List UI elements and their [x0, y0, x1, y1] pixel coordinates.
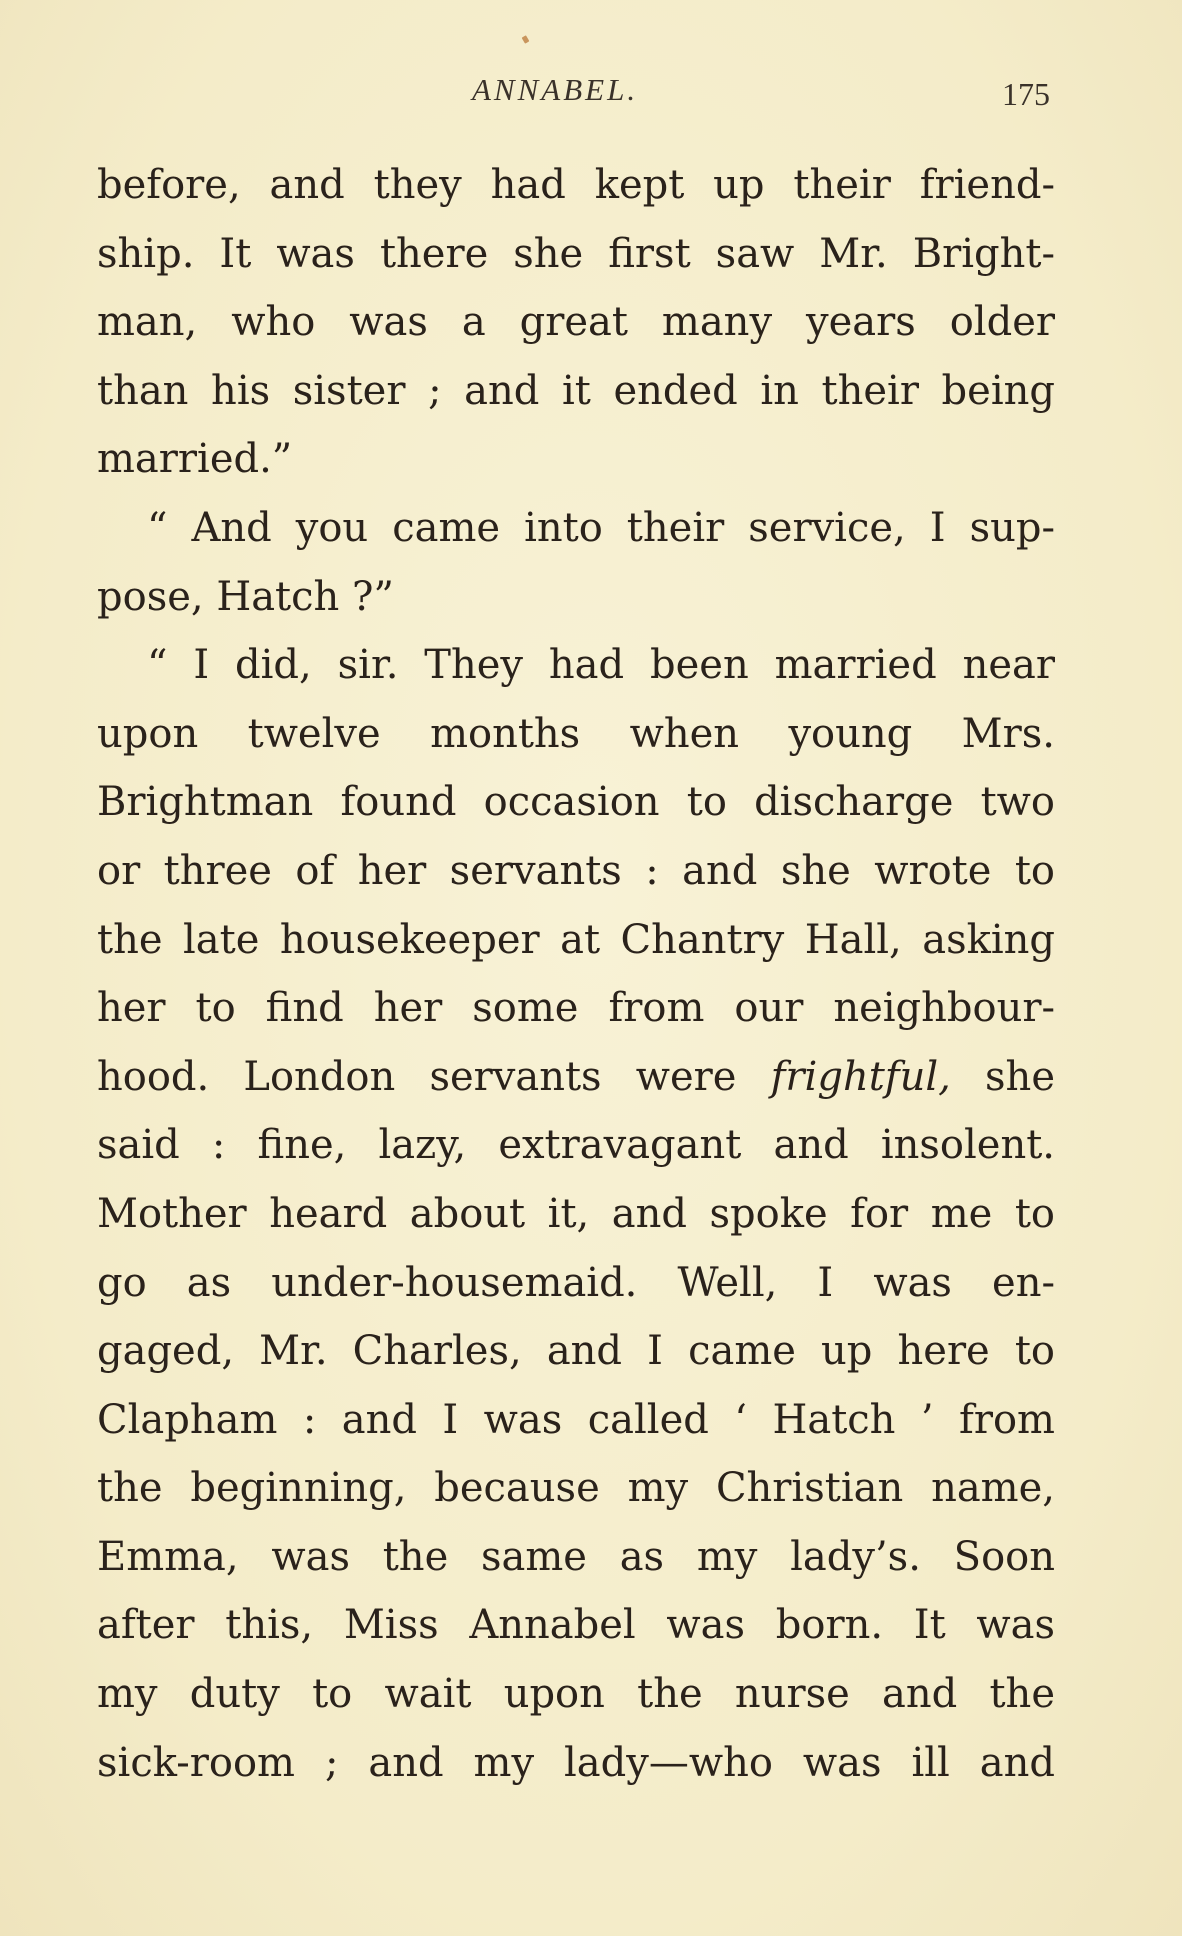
- text-line: the beginning, because my Christian name,: [97, 1465, 1055, 1512]
- text-line: Emma, was the same as my lady’s. Soon: [97, 1533, 1055, 1580]
- text-line: upon twelve months when young Mrs.: [97, 710, 1055, 757]
- text-line: than his sister ; and it ended in their being: [97, 367, 1055, 414]
- text-line: after this, Miss Annabel was born. It was: [97, 1602, 1055, 1649]
- text-line: the late housekeeper at Chantry Hall, asking: [97, 916, 1055, 963]
- text-line: sick-room ; and my lady—who was ill and: [97, 1739, 1055, 1786]
- text-segment: hood. London servants were: [97, 1053, 771, 1100]
- text-line: gaged, Mr. Charles, and I came up here to: [97, 1328, 1055, 1375]
- italic-word: frightful,: [770, 1053, 951, 1100]
- text-segment: she: [950, 1053, 1055, 1100]
- ink-mark: [522, 35, 530, 44]
- text-line: Brightman found occasion to discharge two: [97, 779, 1055, 826]
- text-line: Clapham : and I was called ‘ Hatch ’ from: [97, 1396, 1055, 1443]
- text-line: ship. It was there she first saw Mr. Bright-: [97, 230, 1055, 277]
- text-line: said : fine, lazy, extravagant and insolent.: [97, 1122, 1055, 1169]
- text-line: married.”: [97, 436, 293, 483]
- text-line: [97, 1043, 1055, 1112]
- text-line: pose, Hatch ?”: [97, 573, 394, 620]
- text-line: her to find her some from our neighbour-: [97, 985, 1055, 1032]
- text-line: go as under-housemaid. Well, I was en-: [97, 1259, 1055, 1306]
- body-text: [97, 151, 1055, 1797]
- text-line: Mother heard about it, and spoke for me to: [97, 1190, 1055, 1237]
- page-number: 175: [1002, 76, 1050, 112]
- running-title: ANNABEL.: [472, 72, 639, 107]
- text-line: “ I did, sir. They had been married near: [147, 642, 1055, 689]
- text-line: my duty to wait upon the nurse and the: [97, 1671, 1055, 1718]
- text-line: or three of her servants : and she wrote to: [97, 847, 1055, 894]
- running-head: [0, 72, 1182, 112]
- text-line: before, and they had kept up their friend-: [97, 162, 1055, 208]
- text-line: man, who was a great many years older: [97, 299, 1055, 346]
- text-line: “ And you came into their service, I sup-: [147, 504, 1055, 551]
